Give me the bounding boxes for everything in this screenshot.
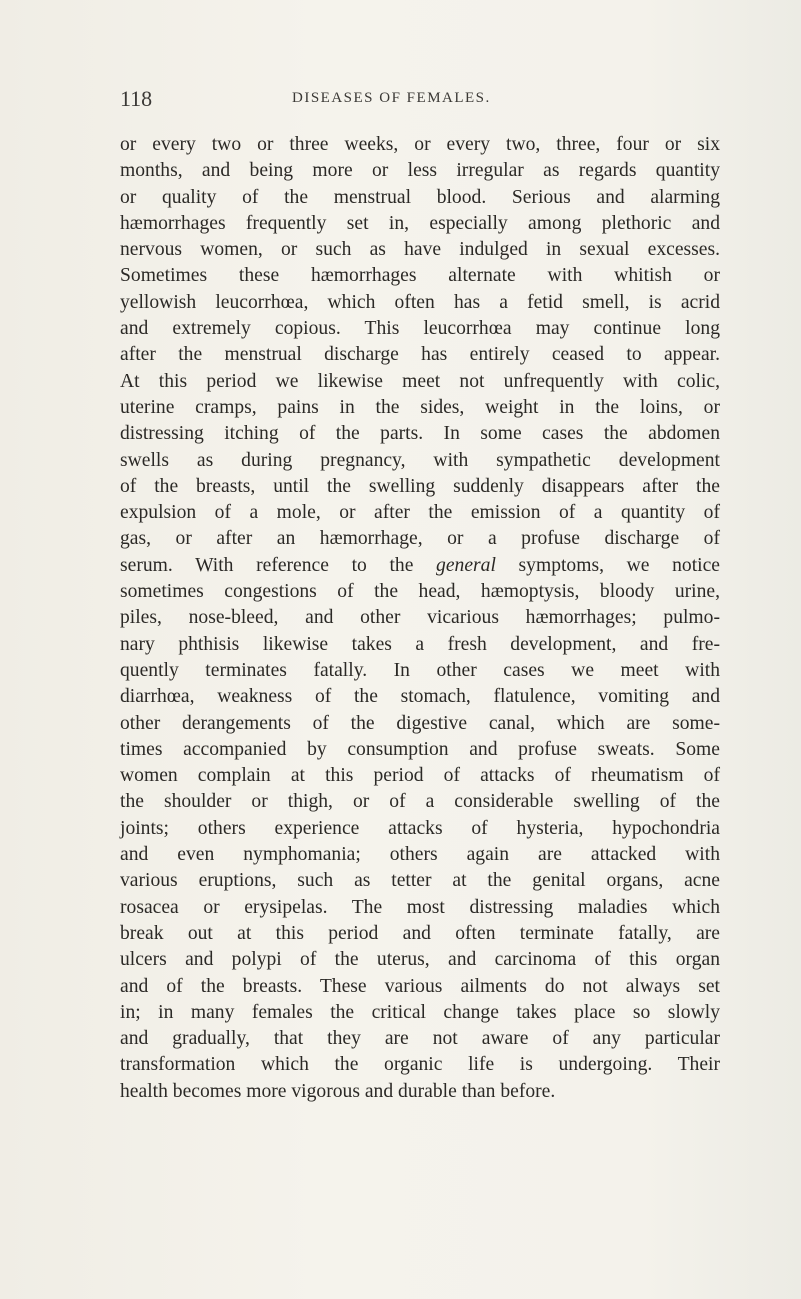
body-text <box>120 132 720 1105</box>
text-line: expulsion of a mole, or after the emission of a quantity of <box>120 502 720 524</box>
text-line: various eruptions, such as tetter at the genital organs, acne <box>120 870 720 892</box>
text-line: swells as during pregnancy, with sympathetic development <box>120 449 720 471</box>
text-line: distressing itching of the parts. In some cases the abdomen <box>120 423 720 445</box>
text-line: and gradually, that they are not aware of any particular <box>120 1028 720 1050</box>
text-line: after the menstrual discharge has entirely ceased to appear. <box>120 344 720 366</box>
text-line: or quality of the menstrual blood. Serious and alarming <box>120 186 720 208</box>
text-segment: symptoms, we notice <box>495 554 720 576</box>
text-line: nary phthisis likewise takes a fresh development, and fre- <box>120 633 720 655</box>
text-line: and extremely copious. This leucorrhœa may continue long <box>120 318 720 340</box>
page-header <box>120 86 720 116</box>
text-line: and even nymphomania; others again are attacked with <box>120 844 720 866</box>
text-segment: serum. With reference to the <box>120 554 437 576</box>
text-line: diarrhœa, weakness of the stomach, flatulence, vomiting and <box>120 686 720 708</box>
text-line: quently terminates fatally. In other cases we meet with <box>120 659 720 681</box>
text-line-final: health becomes more vigorous and durable than before. <box>120 1080 556 1102</box>
page-number: 118 <box>120 86 153 111</box>
text-line: yellowish leucorrhœa, which often has a fetid smell, is acrid <box>120 291 720 313</box>
running-head: DISEASES OF FEMALES. <box>292 90 491 106</box>
text-line: times accompanied by consumption and profuse sweats. Some <box>120 738 720 760</box>
text-line: sometimes congestions of the head, hæmoptysis, bloody urine, <box>120 581 720 603</box>
text-line: months, and being more or less irregular as regards quantity <box>120 160 720 182</box>
text-line: gas, or after an hæmorrhage, or a profuse discharge of <box>120 528 720 550</box>
text-line: joints; others experience attacks of hysteria, hypochondria <box>120 817 720 839</box>
text-line: rosacea or erysipelas. The most distressing maladies which <box>120 896 720 918</box>
text-line: or every two or three weeks, or every two, three, four or six <box>120 134 720 155</box>
text-line: nervous women, or such as have indulged in sexual excesses. <box>120 239 720 261</box>
text-line: in; in many females the critical change takes place so slowly <box>120 1001 720 1023</box>
text-line: transformation which the organic life is undergoing. Their <box>120 1054 720 1076</box>
text-line: of the breasts, until the swelling suddenly disappears after the <box>120 475 720 497</box>
text-line: At this period we likewise meet not unfrequently with colic, <box>120 370 720 392</box>
text-line: piles, nose-bleed, and other vicarious hæmorrhages; pulmo- <box>120 607 720 629</box>
text-line: women complain at this period of attacks of rheumatism of <box>120 765 720 787</box>
text-line: Sometimes these hæmorrhages alternate with whitish or <box>120 265 720 287</box>
text-line: the shoulder or thigh, or of a considerable swelling of the <box>120 791 720 813</box>
text-line: uterine cramps, pains in the sides, weight in the loins, or <box>120 396 720 418</box>
text-line-with-italic <box>120 553 720 579</box>
text-line: break out at this period and often terminate fatally, are <box>120 922 720 944</box>
italic-word: general <box>436 554 496 576</box>
text-line: ulcers and polypi of the uterus, and carcinoma of this organ <box>120 949 720 971</box>
text-line: other derangements of the digestive canal, which are some- <box>120 712 720 734</box>
text-line: hæmorrhages frequently set in, especially among plethoric and <box>120 212 720 234</box>
text-line: and of the breasts. These various ailments do not always set <box>120 975 720 997</box>
